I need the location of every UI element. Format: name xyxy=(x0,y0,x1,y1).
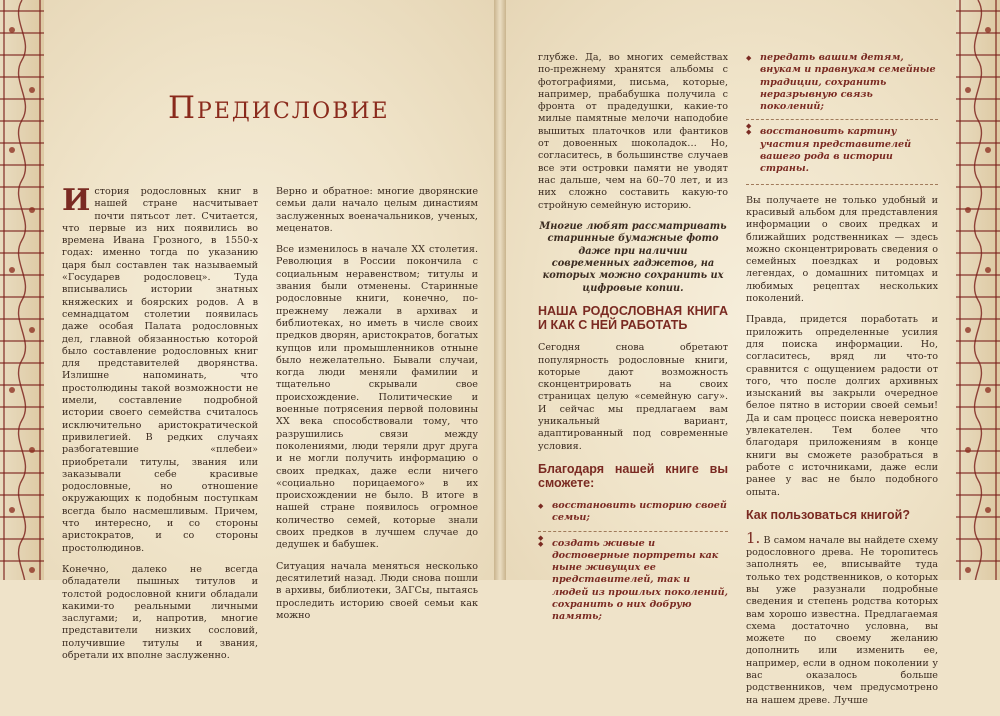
paragraph: Конечно, далеко не всегда обладатели пышных титулов и толстой родословной книги обладали какими-то реальными личными заслугами; и, напротив, многие представители низких сословий, получившие титулы и звания, обретали их вполне заслуженно. xyxy=(62,563,258,661)
section-heading: НАША РОДОСЛОВНАЯ КНИГА И КАК С НЕЙ РАБОТАТЬ xyxy=(538,304,728,333)
list-item: ◆ создать живые и достоверные портреты как ныне живущих ее представителей, так и людей из прошлых поколений, сохранить о них добрую память; xyxy=(538,538,728,624)
photo-caption-quote: Многие любят рассматривать старинные бумажные фото даже при наличии современных гаджетов, на которых можно сохранить их цифровые копии. xyxy=(539,220,727,294)
paragraph-text: стория родословных книг в нашей стране насчитывает почти пятьсот лет. Считается, что первые из них появились во времена Ивана Грозного, в 1550-х годах: именно тогда по указанию царя был составлен так называемый «Государев родословец». Туда вписывались истории знатных княжеских и боярских родов. А в семнадцатом столетии появилась даже особая Палата родословных дел, главной обязанностью которой было составление родословных книг для представителей дворянства. Излишне напоминать, что простолюдины такой возможности не имели, составление подробной истории своего семейства считалось исключительно аристократической привилегией. В редких случаях разбогатевшие «плебеи» приобретали титулы, звания или заказывали себе красивые родословные, но отношение окружающих к подобным поступкам всегда было насмешливым. Причем, что интересно, и со стороны аристократов, и со стороны простолюдинов. xyxy=(62,186,258,554)
divider xyxy=(746,184,938,185)
paragraph: Ситуация начала меняться несколько десятилетий назад. Люди снова пошли в архивы, библиотеки, ЗАГСы, пытаясь проследить историю своей семьи как можно xyxy=(276,560,478,621)
step-number: 1. xyxy=(746,528,761,547)
benefits-list xyxy=(538,500,728,624)
list-item: ◆ передать вашим детям, внукам и правнукам семейные традиции, сохранить неразрывную связь поколений; xyxy=(746,52,938,113)
benefits-list-continued xyxy=(746,52,938,176)
floral-ornament-icon xyxy=(956,0,1000,580)
floral-ornament-icon xyxy=(0,0,44,580)
book-gutter xyxy=(494,0,506,580)
divider xyxy=(538,531,728,532)
list-item: ◆ восстановить картину участия представителей вашего рода в истории страны. xyxy=(746,126,938,175)
paragraph: Все изменилось в начале XX столетия. Революция в России покончила с социальным неравенством; титулы и звания были отменены. Старинные родословные книги, конечно, по-прежнему лежали в архивах и библиотеках, но иметь в числе своих предков дворян, аристократов, богатых купцов или промышленников отныне было нежелательно. Бывали случаи, когда люди меняли фамилии и тщательно скрывали свое происхождение. Политические и военные потрясения первой половины XX века способствовали тому, что разрушились связи между поколениями, люди теряли друг друга и не могли получить информацию о своих предках, даже если ничего «социально порицаемого» в их происхождении не было. В итоге в нашей стране появилось огромное количество семей, которые знали своих предков в лучшем случае до дедушек и бабушек. xyxy=(276,244,478,551)
paragraph: глубже. Да, во многих семействах по-прежнему хранятся альбомы с фотографиями, письма, которые, например, прабабушка получила с фронта от прадедушки, какие-то милые памятные мелочи наподобие вышитых платочков или фантиков от довоенных шоколадок… Но, согласитесь, в большинстве случаев все эти островки памяти не уводят нас дальше, чем на 60–70 лет, и из них сложно составить какую-то стройную семейную историю. xyxy=(538,52,728,211)
paragraph xyxy=(746,528,938,707)
list-item: ◆ восстановить историю своей семьи; xyxy=(538,500,728,525)
divider xyxy=(746,119,938,120)
paragraph: Вы получаете не только удобный и красивый альбом для представления информации о своих предках и ближайших родственниках — здесь можно сконцентрировать сведения о семейных поездках и родовых легендах, о домашних питомцах и любимых рецептах нескольких поколений. xyxy=(746,194,938,305)
right-column-2 xyxy=(746,52,938,716)
ornamental-border-left xyxy=(0,0,44,580)
paragraph: Верно и обратное: многие дворянские семьи дали начало целым династиям заслуженных военачальников, ученых, меценатов. xyxy=(276,186,478,234)
paragraph: Сегодня снова обретают популярность родословные книги, которые дают возможность сконцентрировать на своих страницах целую «семейную сагу». И сейчас мы предлагаем вам уникальный вариант, адаптированный под современные условия. xyxy=(538,342,728,452)
drop-cap: И xyxy=(62,183,91,218)
paragraph: Правда, придется поработать и приложить определенные усилия для поиска информации. Но, согласитесь, вряд ли что-то сравнится с ощущением радости от того, что после долгих архивных изысканий вы закрыли очередное белое пятно в истории своей семьи! Да и сам процесс поиска невероятно увлекателен. Тем более что благодаря приложениям в конце книги вы сможете разобраться в работе с источниками, даже если ранее у вас не было подобного опыта. xyxy=(746,314,938,498)
page-title: Предисловие xyxy=(168,90,390,126)
left-column-2 xyxy=(276,186,478,631)
paragraph xyxy=(62,183,258,555)
step-text: В самом начале вы найдете схему родословного древа. Не торопитесь заполнять ее, вписывайте туда только тех родственников, о которых вы уже разузнали подробные сведения и степень родства которых вам хорошо известна. Предлагаемая схема достаточно условна, вы можете по своему желанию дополнить или изменить ее, например, если в одном поколении у вас оказалось больше родственников, чем предусмотрено на нашем древе. Лучше xyxy=(746,534,938,706)
right-column-1 xyxy=(538,52,728,630)
section-heading: Как пользоваться книгой? xyxy=(746,507,910,522)
left-column-1 xyxy=(62,183,258,671)
section-subheading: Благодаря нашей книге вы сможете: xyxy=(538,461,728,490)
ornamental-border-right xyxy=(956,0,1000,580)
